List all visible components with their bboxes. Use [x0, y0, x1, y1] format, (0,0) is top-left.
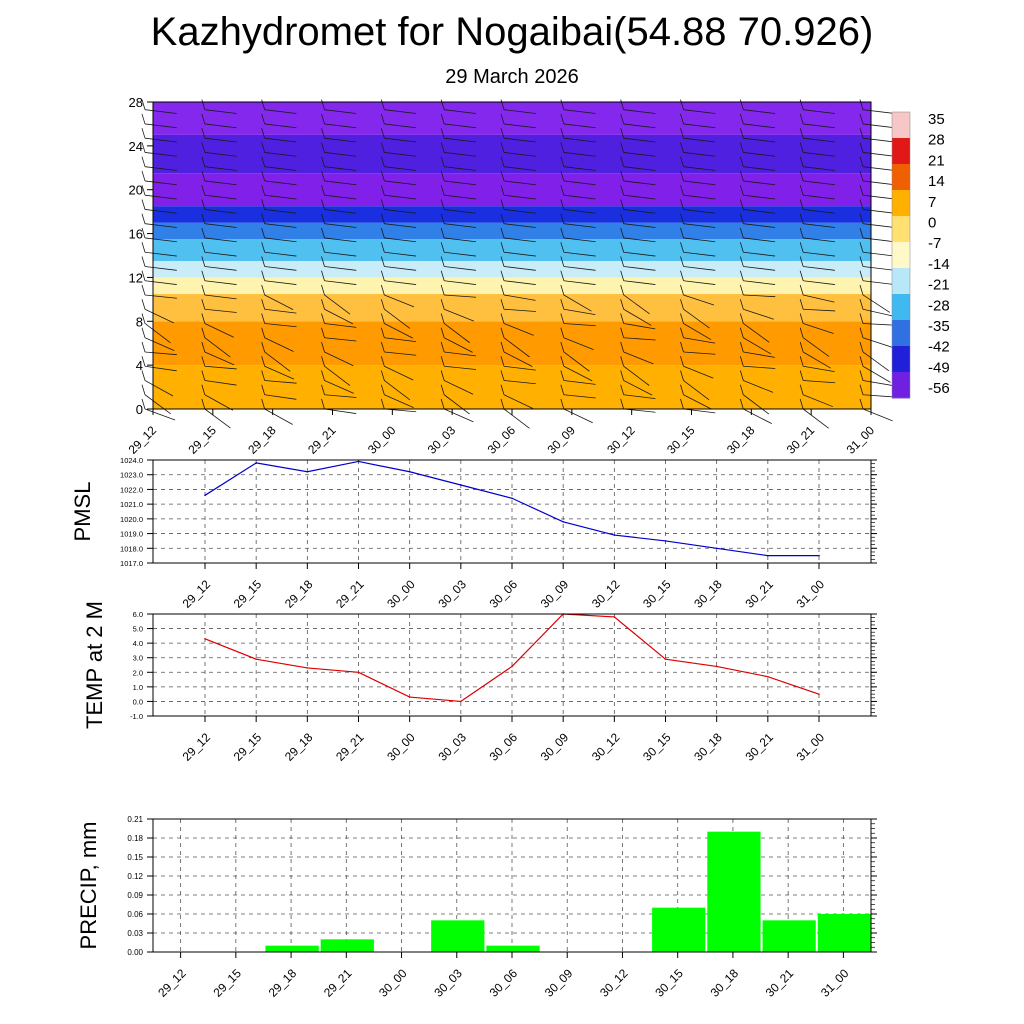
precip-ytick-label: 0.00	[127, 948, 143, 957]
temp-point	[767, 676, 769, 678]
precip-xtick-label: 29_15	[210, 966, 244, 1000]
temp-xtick-label: 30_00	[384, 730, 418, 764]
colorbar-label: 14	[928, 173, 945, 191]
heatmap-xtick-label: 30_12	[604, 423, 638, 457]
colorbar-label: -28	[928, 297, 950, 315]
temp-xtick-label: 29_12	[179, 730, 214, 764]
precip-xtick-label: 30_12	[597, 966, 631, 1000]
heatmap-ytick-label: 20	[128, 182, 143, 198]
wind-barb	[325, 409, 357, 414]
heatmap-ytick-label: 12	[128, 270, 143, 286]
pmsl-xtick-label: 30_21	[742, 577, 776, 611]
temp-xtick-label: 31_00	[793, 730, 828, 764]
precip-xtick-label: 30_06	[486, 966, 521, 1000]
temp-ytick-label: -1.0	[130, 712, 143, 721]
pmsl-point	[307, 471, 309, 473]
heatmap-band-0	[153, 365, 871, 409]
heatmap-band-7	[153, 206, 871, 222]
wind-barb	[265, 409, 293, 424]
pmsl-xtick-label: 30_15	[640, 577, 674, 611]
precip-xtick-label: 31_00	[818, 966, 852, 1000]
heatmap-xtick-label: 30_09	[544, 423, 578, 457]
pmsl-xtick-label: 30_09	[537, 577, 572, 611]
wind-barb	[743, 409, 771, 424]
pmsl-xtick-label: 29_12	[179, 577, 214, 611]
wind-barb-flag	[142, 214, 145, 224]
heatmap-band-5	[153, 239, 871, 261]
colorbar-label: 35	[928, 110, 945, 128]
pmsl-point	[716, 547, 718, 549]
colorbar-segment	[892, 242, 910, 269]
wind-barb-flag	[142, 299, 145, 309]
wind-barb	[564, 409, 593, 423]
pmsl-point	[409, 471, 411, 473]
precip-ytick-label: 0.03	[127, 929, 143, 938]
colorbar-label: -35	[928, 317, 950, 335]
temp-point	[358, 671, 360, 673]
temp-point	[716, 666, 718, 668]
wind-barb	[145, 409, 175, 420]
temp-ytick-label: 6.0	[132, 610, 143, 619]
colorbar-segment	[892, 346, 910, 373]
precip-xtick-label: 30_15	[652, 966, 686, 1000]
colorbar-label: -14	[928, 255, 950, 273]
pmsl-ytick-label: 1018.0	[120, 544, 143, 554]
wind-barb-flag	[142, 157, 145, 167]
heatmap-band-10	[153, 102, 871, 135]
pmsl-point	[818, 555, 820, 557]
colorbar-label: -42	[928, 338, 950, 356]
precip-xtick-label: 29_12	[155, 966, 189, 1000]
heatmap-ytick-label: 8	[135, 314, 143, 330]
temp-xtick-label: 30_18	[691, 730, 725, 764]
wind-barb-flag	[142, 114, 145, 124]
temp-point	[665, 658, 667, 660]
temp-xtick-label: 29_15	[230, 730, 265, 764]
precip-bar	[486, 946, 539, 952]
colorbar-segment	[892, 294, 910, 321]
heatmap-ytick-label: 16	[128, 226, 143, 242]
pmsl-point	[255, 462, 257, 464]
precip-xtick-label: 29_18	[265, 966, 300, 1000]
pmsl-ytick-label: 1024.0	[120, 456, 143, 465]
pmsl-point	[460, 484, 462, 486]
temp-axis-title: TEMP at 2 M	[82, 601, 107, 729]
precip-xtick-label: 30_00	[376, 966, 410, 1000]
temp-ytick-label: 4.0	[132, 639, 143, 649]
pmsl-xtick-label: 29_18	[281, 577, 316, 611]
wind-barb-flag	[142, 171, 145, 181]
precip-xtick-label: 30_21	[762, 966, 797, 1000]
precip-ytick-label: 0.12	[127, 872, 143, 881]
chart-subtitle: 29 March 2026	[445, 66, 579, 88]
heatmap-xtick-label: 29_21	[305, 423, 339, 457]
heatmap-xtick-label: 30_21	[783, 423, 818, 457]
precip-ytick-label: 0.15	[127, 853, 143, 862]
wind-barb	[863, 409, 893, 421]
heatmap-ytick-label: 4	[135, 358, 143, 374]
heatmap-band-2	[153, 294, 871, 321]
precip-xtick-label: 29_21	[320, 966, 355, 1000]
pmsl-xtick-label: 29_21	[333, 577, 367, 611]
colorbar-label: -49	[928, 359, 950, 377]
heatmap-xtick-label: 30_15	[664, 423, 698, 457]
pmsl-ytick-label: 1022.0	[120, 485, 143, 495]
precip-bar	[265, 946, 318, 952]
heatmap-band-6	[153, 223, 871, 239]
wind-barb-flag	[142, 242, 145, 252]
heatmap-xtick-label: 30_18	[723, 423, 758, 457]
precip-bar	[707, 832, 760, 952]
colorbar-segment	[892, 320, 910, 347]
precip-xtick-label: 30_18	[707, 966, 742, 1000]
temp-point	[204, 638, 206, 640]
pmsl-axis-title: PMSL	[70, 481, 95, 542]
colorbar-segment	[892, 216, 910, 243]
heatmap-band-1	[153, 321, 871, 365]
heatmap-xtick-label: 29_12	[125, 423, 160, 457]
heatmap-ytick-label: 28	[128, 95, 143, 110]
temp-point	[460, 701, 462, 703]
pmsl-ytick-label: 1020.0	[120, 514, 143, 524]
pmsl-point	[511, 497, 513, 499]
pmsl-ytick-label: 1017.0	[120, 559, 143, 568]
precip-bar	[763, 920, 816, 952]
colorbar-label: -7	[928, 235, 942, 253]
wind-barb	[684, 409, 716, 413]
pmsl-xtick-label: 30_18	[691, 577, 725, 611]
colorbar-label: -21	[928, 276, 950, 294]
temp-xtick-label: 29_18	[281, 730, 316, 764]
precip-axis-title: PRECIP, mm	[76, 821, 101, 950]
colorbar-segment	[892, 268, 910, 295]
temp-xtick-label: 30_06	[486, 730, 521, 764]
temp-xtick-label: 30_21	[742, 730, 776, 764]
pmsl-xtick-label: 30_12	[588, 577, 623, 611]
pmsl-point	[665, 540, 667, 542]
wind-barb	[444, 409, 473, 422]
pmsl-point	[204, 495, 206, 497]
heatmap-xtick-label: 29_18	[245, 423, 279, 457]
colorbar-label: -56	[928, 380, 950, 398]
colorbar-segment	[892, 190, 910, 217]
temp-point	[307, 667, 309, 669]
heatmap-band-8	[153, 173, 871, 206]
temp-xtick-label: 29_21	[333, 730, 367, 764]
precip-bar	[431, 920, 484, 952]
temp-point	[255, 658, 257, 660]
heatmap-band-3	[153, 277, 871, 293]
colorbar-segment	[892, 372, 910, 399]
temp-xtick-label: 30_09	[537, 730, 572, 764]
temp-ytick-label: 3.0	[132, 653, 143, 663]
precip-xtick-label: 30_09	[541, 966, 576, 1000]
precip-bar	[818, 914, 871, 952]
temp-point	[614, 616, 616, 618]
wind-barb-flag	[142, 199, 145, 209]
temp-ytick-label: 2.0	[132, 668, 143, 678]
pmsl-point	[562, 521, 564, 523]
heatmap-xtick-label: 30_03	[424, 423, 459, 457]
temp-ytick-label: 1.0	[132, 682, 143, 692]
precip-bar	[652, 908, 705, 952]
precip-ytick-label: 0.18	[127, 834, 143, 843]
precip-ytick-label: 0.21	[127, 815, 143, 824]
pmsl-xtick-label: 31_00	[793, 577, 828, 611]
wind-barb-flag	[142, 256, 145, 266]
pmsl-point	[614, 534, 616, 536]
colorbar-segment	[892, 164, 910, 191]
wind-barb-flag	[142, 128, 145, 138]
precip-ytick-label: 0.09	[127, 891, 143, 900]
pmsl-xtick-label: 30_03	[435, 577, 469, 611]
temp-point	[818, 693, 820, 695]
temp-point	[409, 696, 411, 698]
colorbar-label: 7	[928, 193, 937, 211]
wind-barb-flag	[142, 385, 145, 395]
heatmap-ytick-label: 24	[128, 138, 143, 154]
precip-xtick-label: 30_03	[431, 966, 465, 1000]
pmsl-xtick-label: 29_15	[230, 577, 265, 611]
colorbar-segment	[892, 112, 910, 139]
colorbar-label: 21	[928, 152, 945, 170]
pmsl-point	[767, 555, 769, 557]
pmsl-point	[358, 461, 360, 463]
colorbar-label: 0	[928, 214, 937, 232]
heatmap-xtick-label: 30_06	[484, 423, 519, 457]
colorbar-segment	[892, 138, 910, 165]
pmsl-ytick-label: 1019.0	[120, 529, 143, 539]
wind-barb-flag	[142, 342, 145, 352]
pmsl-ytick-label: 1021.0	[120, 500, 143, 510]
heatmap-ytick-label: 0	[135, 402, 143, 417]
pmsl-xtick-label: 30_06	[486, 577, 521, 611]
chart-title: Kazhydromet for Nogaibai(54.88 70.926)	[150, 10, 874, 54]
precip-ytick-label: 0.06	[127, 910, 143, 919]
temp-xtick-label: 30_15	[640, 730, 674, 764]
temp-xtick-label: 30_03	[435, 730, 469, 764]
pmsl-xtick-label: 30_00	[384, 577, 418, 611]
heatmap-xtick-label: 30_00	[364, 423, 399, 457]
temp-point	[511, 666, 513, 668]
temp-ytick-label: 5.0	[132, 624, 143, 634]
heatmap-xtick-label: 31_00	[843, 423, 878, 457]
precip-bar	[321, 939, 374, 952]
heatmap-xtick-label: 29_15	[185, 423, 219, 457]
temp-ytick-label: 0.0	[132, 697, 143, 707]
temp-xtick-label: 30_12	[588, 730, 623, 764]
pmsl-ytick-label: 1023.0	[120, 470, 143, 480]
wind-barb-flag	[142, 285, 145, 295]
colorbar-label: 28	[928, 131, 945, 149]
